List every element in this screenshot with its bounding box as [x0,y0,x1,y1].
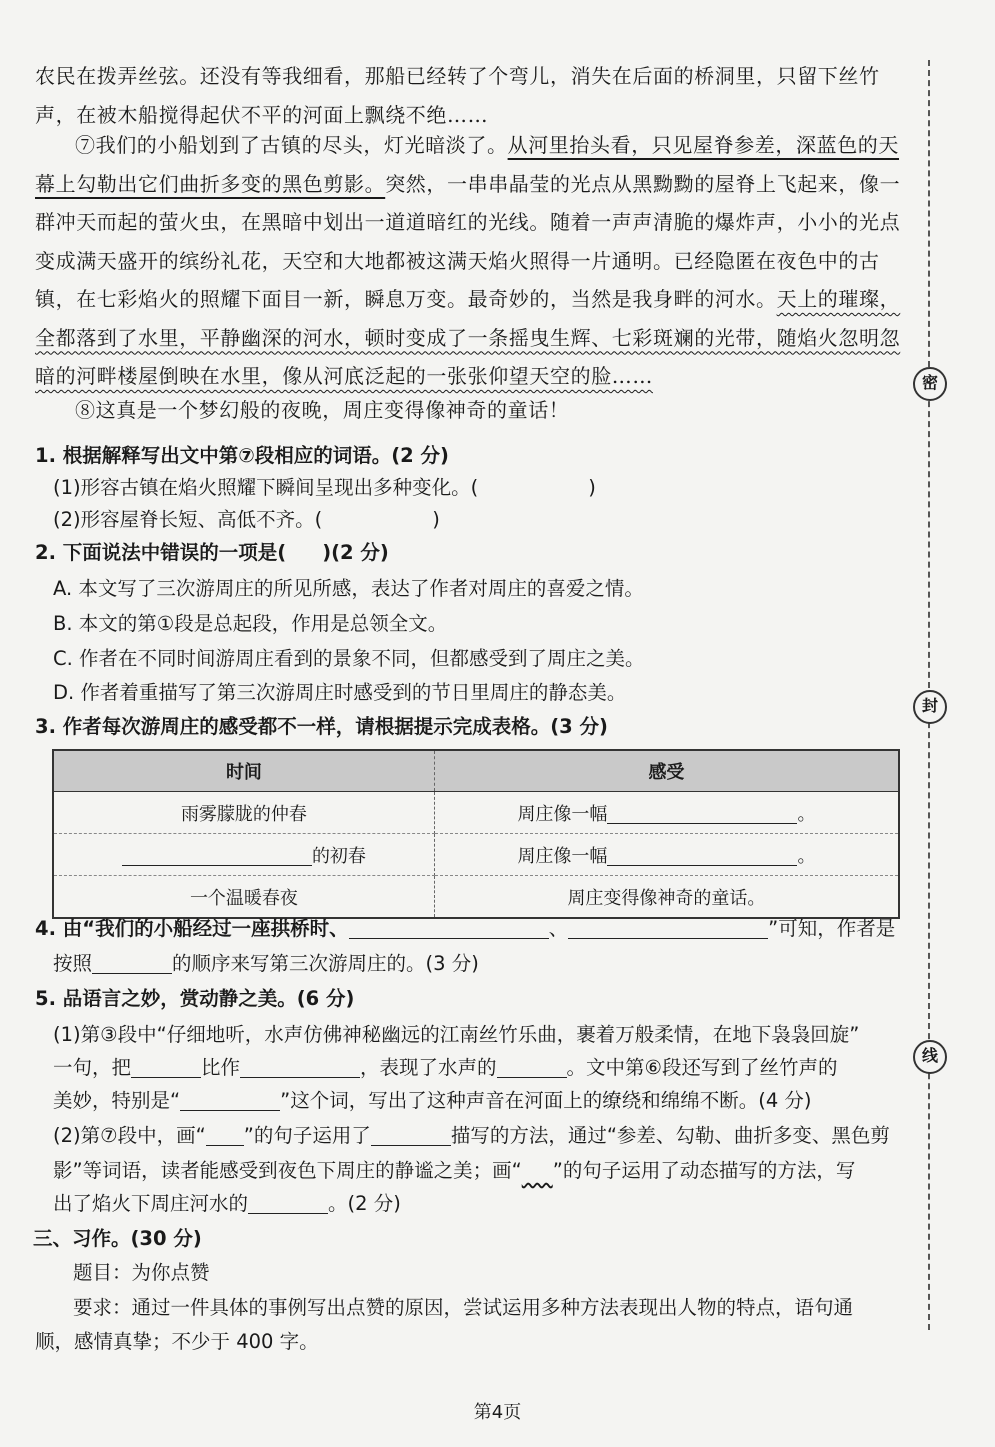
table-row [53,792,899,834]
straight-line-sample [206,1123,244,1146]
answer-blank[interactable] [349,916,549,939]
answer-blank[interactable] [568,916,768,939]
answer-blank[interactable] [322,508,432,530]
p7-start: ⑦我们的小船划到了古镇的尽头，灯光暗淡了。 [75,133,508,157]
seal-mark-feng: 封 [913,690,947,724]
question-5-title: 5. 品语言之妙，赏动静之美。(6 分) [35,987,355,1010]
table-header-feeling: 感受 [434,750,899,792]
passage-paragraph-8: ⑧这真是一个梦幻般的夜晚，周庄变得像神奇的童话！ [75,398,570,422]
answer-blank[interactable] [92,951,172,974]
question-1-a: (1)形容古镇在焰火照耀下瞬间呈现出多种变化。( ) [53,476,596,499]
page-number: 第4页 [473,1402,522,1423]
answer-blank[interactable] [607,843,797,866]
answer-blank[interactable] [607,801,797,824]
writing-topic: 题目：为你点赞 [73,1261,210,1284]
question-5-2-line-3: 出了焰火下周庄河水的 。(2 分) [53,1192,401,1215]
time-cell: 一个温暖春夜 [53,876,434,919]
table-header-time: 时间 [53,750,434,792]
question-5-2-line-1: (2)第⑦段中，画“ ”的句子运用了 描写的方法，通过“参差、勾勒、曲折多变、黑色剪 [53,1124,890,1147]
p7-straight-underlined: 从河里抬头看，只见屋脊参差，深蓝色的天幕上勾勒出它们曲折多变的黑色剪影。 [35,133,900,196]
p7-middle: 突然，一串串晶莹的光点从黑黝黝的屋脊上飞起来，像一群冲天而起的萤火虫，在黑暗中划出一道道暗红的光线。随着一声声清脆的爆炸声，小小的光点变成满天盛开的缤纷礼花，天空和大地都被这满天焰火照得一片通明。已经隐匿在夜色中的古镇，在七彩焰火的照耀下面目一新，瞬息万变。最奇妙的，当然是我身畔的河水。 [35,171,901,311]
question-5-1-line-2: 一句，把 比作 ，表现了水声的 。文中第⑥段还写到了丝竹声的 [53,1056,838,1079]
feeling-cell: 周庄变得像神奇的童话。 [434,876,899,919]
answer-blank[interactable] [240,1055,360,1078]
question-5-2-line-2: 影”等词语，读者能感受到夜色下周庄的静谧之美；画“ ”的句子运用了动态描写的方法，写 [53,1159,856,1182]
passage-paragraph-continued: 农民在拨弄丝弦。还没有等我细看，那船已经转了个弯儿，消失在后面的桥洞里，只留下丝竹声，在被木船搅得起伏不平的河面上飘绕不绝…… [35,64,880,127]
answer-blank[interactable] [371,1123,451,1146]
answer-blank[interactable] [122,843,312,866]
answer-blank[interactable] [478,476,588,498]
answer-blank[interactable] [131,1055,201,1078]
seal-mark-mi: 密 [913,367,947,401]
passage-paragraph-7 [35,126,905,396]
writing-requirement-line-2: 顺，感情真挚；不少于 400 字。 [35,1330,319,1353]
question-1-b: (2)形容屋脊长短、高低不齐。( ) [53,508,440,531]
question-2-option-b: B. 本文的第①段是总起段，作用是总领全文。 [53,612,448,635]
seal-mark-xian: 线 [913,1040,947,1074]
time-cell: 的初春 [53,834,434,876]
writing-section-title: 三、习作。(30 分) [33,1227,202,1250]
answer-blank[interactable] [286,541,322,563]
feeling-cell: 周庄像一幅 。 [434,834,899,876]
question-2-option-c: C. 作者在不同时间游周庄看到的景象不同，但都感受到了周庄之美。 [53,647,645,670]
answer-blank[interactable] [248,1191,328,1214]
question-4-line-1: 4. 由“我们的小船经过一座拱桥时、 、 ”可知，作者是 [35,917,896,940]
feelings-table [52,749,900,919]
question-3-title: 3. 作者每次游周庄的感受都不一样，请根据提示完成表格。(3 分) [35,715,608,738]
question-5-1-line-3: 美妙，特别是“ ”这个词，写出了这种声音在河面上的缭绕和绵绵不断。(4 分) [53,1089,812,1112]
answer-blank[interactable] [180,1088,280,1111]
question-2-option-d: D. 作者着重描写了第三次游周庄时感受到的节日里周庄的静态美。 [53,681,627,704]
wavy-line-sample [522,1159,553,1182]
question-1-title: 1. 根据解释写出文中第⑦段相应的词语。(2 分) [35,444,449,467]
question-5-1-line-1: (1)第③段中“仔细地听，水声仿佛神秘幽远的江南丝竹乐曲，裹着万般柔情，在地下袅袅回旋” [53,1023,860,1046]
answer-blank[interactable] [497,1055,567,1078]
table-header-row [53,750,899,792]
feeling-cell: 周庄像一幅 。 [434,792,899,834]
table-row [53,834,899,876]
p7-wavy-underlined: 天上的璀璨，全都落到了水里，平静幽深的河水，顿时变成了一条摇曳生辉、七彩斑斓的光带，随焰火忽明忽暗的河畔楼屋倒映在水里，像从河底泛起的一张张仰望天空的脸…… [35,287,901,388]
table-row [53,876,899,919]
writing-requirement-line-1: 要求：通过一件具体的事例写出点赞的原因，尝试运用多种方法表现出人物的特点，语句通 [73,1296,854,1319]
question-2-option-a: A. 本文写了三次游周庄的所见所感，表达了作者对周庄的喜爱之情。 [53,577,644,600]
time-cell: 雨雾朦胧的仲春 [53,792,434,834]
question-4-line-2: 按照 的顺序来写第三次游周庄的。(3 分) [53,952,479,975]
question-2-title: 2. 下面说法中错误的一项是( )(2 分) [35,541,389,564]
